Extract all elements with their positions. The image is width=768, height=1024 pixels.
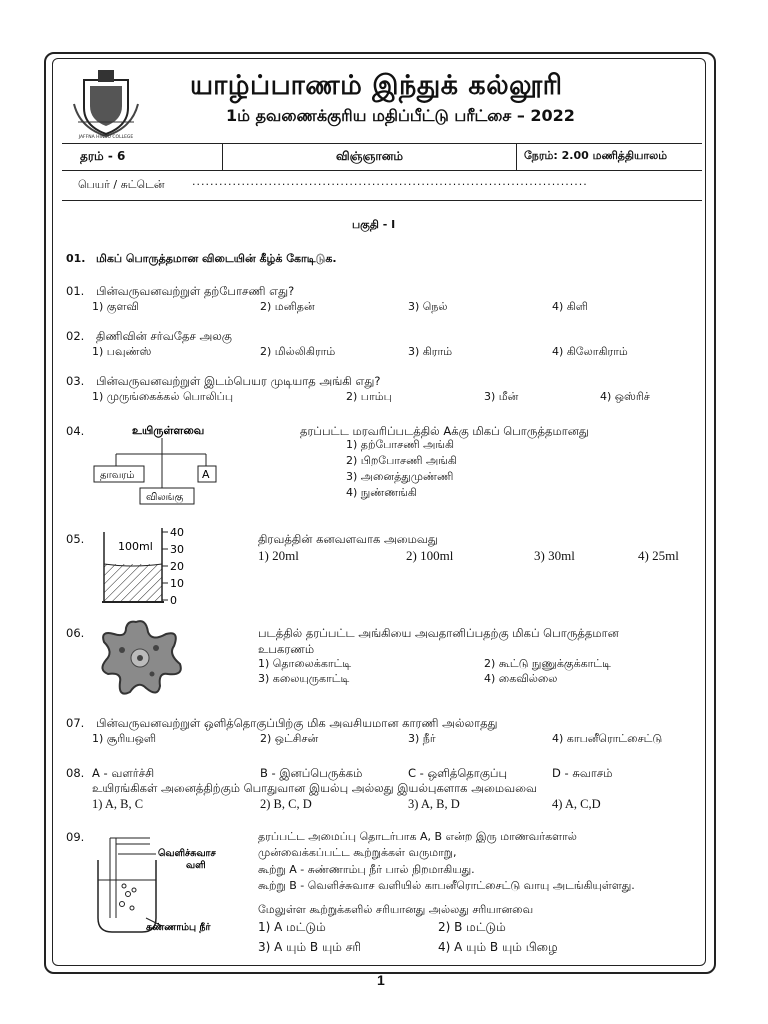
instruction-number: 01. <box>66 252 86 265</box>
option: 3) நெல் <box>408 300 448 313</box>
option: 1) முருங்கைக்கல் பொலிப்பு <box>92 390 234 403</box>
option: 4) ஒஸ்ரிச் <box>600 390 650 403</box>
option: 3) A, B, D <box>408 797 460 811</box>
option: 2) மில்லிகிராம் <box>260 345 336 358</box>
classification-tree-diagram <box>90 420 240 510</box>
statement: B - இனப்பெருக்கம் <box>260 766 363 780</box>
option: 1) 20ml <box>258 548 299 563</box>
section-title: பகுதி - I <box>352 218 396 231</box>
option: 2) B, C, D <box>260 797 312 811</box>
question-number: 03. <box>66 374 85 388</box>
option: 3) மீன் <box>484 390 519 403</box>
question-text: தரப்பட்ட மரவரிப்படத்தில் Aக்கு மிகப் பொருத்தமானது <box>300 424 589 438</box>
option: 2) 100ml <box>406 548 454 563</box>
statement-b: கூற்று B - வெளிச்சுவாச வளியில் காபனீரொட்சைட்டு வாயு அடங்கியுள்ளது. <box>258 879 635 892</box>
time-label: நேரம்: 2.00 மணித்தியாலம் <box>524 149 668 162</box>
option: 1) குளவி <box>92 300 139 313</box>
question-text: பின்வருவனவற்றுள் தற்போசணி எது? <box>96 284 295 298</box>
statement: C - ஒளித்தொகுப்பு <box>408 766 508 780</box>
grade-label: தரம் - 6 <box>80 149 126 163</box>
amoeba-image <box>96 614 186 700</box>
option: 3) நீர் <box>408 732 436 745</box>
question-text: மேலுள்ள கூற்றுக்களில் சரியானது அல்லது சரியானவை <box>258 903 534 916</box>
tick-label: 0 <box>170 594 177 607</box>
header-divider-1 <box>222 144 223 170</box>
question-text: முன்வைக்கப்பட்ட கூற்றுக்கள் வருமாறு, <box>258 846 457 859</box>
cylinder-label: 100ml <box>118 540 153 553</box>
name-dots: ........................................................................................ <box>192 175 588 188</box>
diagram-label: சுண்ணாம்பு நீர் <box>146 922 211 933</box>
tree-root-label: உயிருள்ளவை <box>132 424 205 437</box>
header-rule-bottom <box>62 200 702 201</box>
question-text: திணிவின் சர்வதேச அலகு <box>96 329 232 343</box>
question-text-line2: உபகரணம் <box>258 642 315 656</box>
option: 1) தொலைக்காட்டி <box>258 657 352 670</box>
header-rule-mid <box>62 170 702 171</box>
name-label: பெயர் / சுட்டென் <box>78 178 165 191</box>
limewater-test-diagram <box>86 832 256 942</box>
option: 4) நுண்ணங்கி <box>346 486 417 499</box>
question-text: திரவத்தின் கனவளவாக அமைவது <box>258 532 438 546</box>
option: 3) அனைத்துமுண்ணி <box>346 470 454 483</box>
option: 4) A, C,D <box>552 797 601 811</box>
option: 2) மனிதன் <box>260 300 315 313</box>
tick-label: 40 <box>170 526 184 539</box>
option: 3) கலையுருகாட்டி <box>258 672 350 685</box>
question-text: பின்வருவனவற்றுள் ஒளித்தொகுப்பிற்கு மிக அவசியமான காரணி அல்லாதது <box>96 716 498 730</box>
tree-left-label: தாவரம் <box>100 470 135 481</box>
option: 1) A மட்டும் <box>258 920 326 934</box>
exam-title: 1ம் தவணைக்குரிய மதிப்பீட்டு பரீட்சை – 2022 <box>226 106 575 125</box>
option: 2) ஒட்சிசன் <box>260 732 319 745</box>
tree-right-label: A <box>202 468 210 481</box>
option: 2) கூட்டு நுணுக்குக்காட்டி <box>484 657 611 670</box>
college-logo <box>70 64 142 140</box>
instruction-text: மிகப் பொருத்தமான விடையின் கீழ்க் கோடிடுக. <box>96 252 337 265</box>
question-text: உயிரங்கிகள் அனைத்திற்கும் பொதுவான இயல்பு அல்லது இயல்புகளாக அமைவவை <box>92 781 538 795</box>
header-rule-top <box>62 143 702 144</box>
subject-label: விஞ்ஞானம் <box>336 149 403 163</box>
logo-text: JAFFNA HINDU COLLEGE <box>78 135 134 140</box>
question-text: தரப்பட்ட அமைப்பு தொடர்பாக A, B என்ற இரு மாணவர்களால் <box>258 830 577 843</box>
question-number: 04. <box>66 424 85 438</box>
tree-bottom-label: விலங்கு <box>146 492 184 503</box>
question-number: 02. <box>66 329 85 343</box>
option: 4) கிளி <box>552 300 588 313</box>
tick-label: 20 <box>170 560 184 573</box>
option: 4) கைவில்லை <box>484 672 558 685</box>
tick-label: 30 <box>170 543 184 556</box>
diagram-label: வெளிச்சுவாச <box>158 848 216 859</box>
option: 1) பவுண்ஸ் <box>92 345 152 358</box>
question-number: 06. <box>66 626 85 640</box>
measuring-cylinder-diagram <box>98 522 188 608</box>
question-text: பின்வருவனவற்றுள் இடம்பெயர முடியாத அங்கி எது? <box>96 374 381 388</box>
option: 1) தற்போசணி அங்கி <box>346 438 455 451</box>
question-number: 09. <box>66 830 85 844</box>
option: 4) கிலோகிராம் <box>552 345 628 358</box>
tick-label: 10 <box>170 577 184 590</box>
statement: D - சுவாசம் <box>552 766 613 780</box>
question-text: படத்தில் தரப்பட்ட அங்கியை அவதானிப்பதற்கு மிகப் பொருத்தமான <box>258 626 619 640</box>
option: 4) 25ml <box>638 548 679 563</box>
option: 4) A யும் B யும் பிழை <box>438 940 558 954</box>
statement-a: கூற்று A - சுண்ணாம்பு நீர் பால் நிறமாகியது. <box>258 863 475 876</box>
option: 2) B மட்டும் <box>438 920 506 934</box>
page-number: 1 <box>377 972 385 988</box>
option: 2) பாம்பு <box>346 390 392 403</box>
option: 1) சூரியஒளி <box>92 732 157 745</box>
question-number: 07. <box>66 716 85 730</box>
school-name: யாழ்ப்பாணம் இந்துக் கல்லூரி <box>190 70 563 101</box>
statement: A - வளர்ச்சி <box>92 766 155 780</box>
option: 1) A, B, C <box>92 797 144 811</box>
question-number: 01. <box>66 284 85 298</box>
option: 3) கிராம் <box>408 345 453 358</box>
question-number: 05. <box>66 532 85 546</box>
diagram-label: வளி <box>186 860 206 871</box>
option: 4) காபனீரொட்சைட்டு <box>552 732 663 745</box>
question-number: 08. <box>66 766 85 780</box>
option: 3) A யும் B யும் சரி <box>258 940 362 954</box>
option: 2) பிறபோசணி அங்கி <box>346 454 457 467</box>
option: 3) 30ml <box>534 548 575 563</box>
header-divider-2 <box>516 144 517 170</box>
